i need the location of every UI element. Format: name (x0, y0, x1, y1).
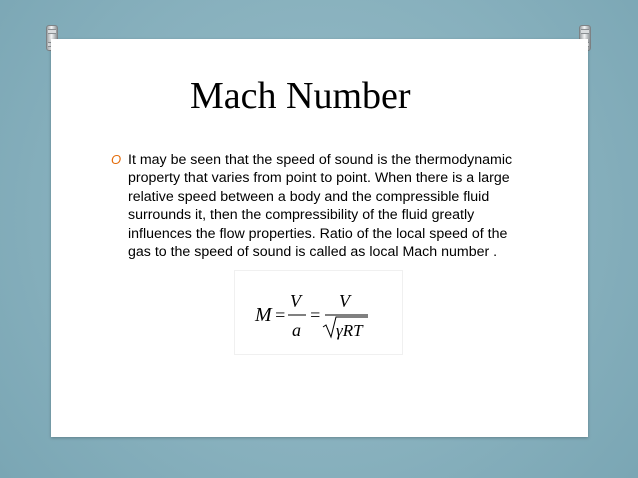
formula-numerator-2: V (339, 291, 350, 311)
formula-graphic (235, 271, 404, 356)
formula-equals-2: = (309, 305, 322, 325)
mach-number-formula (234, 270, 403, 355)
formula-denominator-2: γRT (336, 321, 363, 340)
formula-numerator-1: V (290, 291, 301, 311)
formula-equals-1: = (274, 305, 287, 325)
slide-title: Mach Number (190, 75, 411, 117)
formula-denominator-1: a (292, 320, 301, 340)
bullet-marker: O (111, 152, 122, 167)
bullet-text: It may be seen that the speed of sound is the thermodynamic property that varies from point to point. When there is a large relative speed between a body and the compressible fluid surrounds it, then the compressibility of the fluid greatly influences the flow properties. Ratio of the local speed of the gas to the speed of sound is called as local Mach number . (128, 152, 513, 261)
formula-lhs: M (255, 304, 272, 326)
